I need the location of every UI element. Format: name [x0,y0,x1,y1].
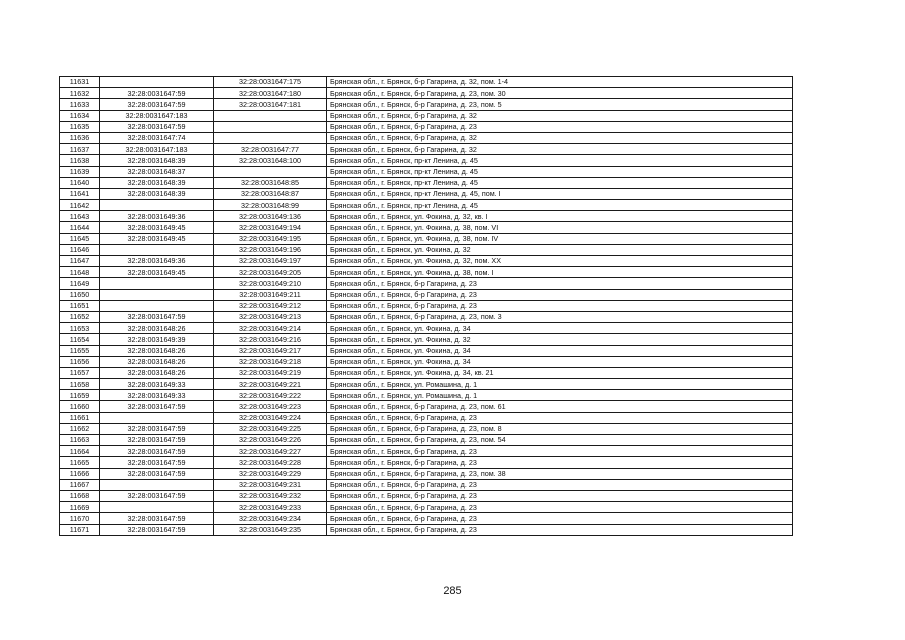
cadastral-number-cell: 32:28:0031649:211 [214,289,327,300]
table-row [60,244,793,255]
parent-cadastral-cell: 32:28:0031647:59 [100,435,214,446]
address-cell: Брянская обл., г. Брянск, б-р Гагарина, д. 32 [327,144,793,155]
table-row [60,479,793,490]
table-row [60,77,793,88]
table-row [60,88,793,99]
row-number-cell: 11671 [60,524,100,535]
table-row [60,367,793,378]
row-number-cell: 11644 [60,222,100,233]
cadastral-number-cell: 32:28:0031649:217 [214,345,327,356]
table-row [60,144,793,155]
row-number-cell: 11669 [60,502,100,513]
address-cell: Брянская обл., г. Брянск, ул. Фокина, д. 34 [327,356,793,367]
address-cell: Брянская обл., г. Брянск, ул. Ромашина, д. 1 [327,379,793,390]
parent-cadastral-cell [100,479,214,490]
address-cell: Брянская обл., г. Брянск, б-р Гагарина, д. 23 [327,278,793,289]
parent-cadastral-cell: 32:28:0031649:45 [100,222,214,233]
table-row [60,188,793,199]
cadastral-number-cell: 32:28:0031649:231 [214,479,327,490]
row-number-cell: 11654 [60,334,100,345]
address-cell: Брянская обл., г. Брянск, ул. Фокина, д. 34 [327,323,793,334]
parent-cadastral-cell: 32:28:0031647:59 [100,490,214,501]
table-row [60,323,793,334]
row-number-cell: 11646 [60,244,100,255]
parent-cadastral-cell: 32:28:0031649:36 [100,211,214,222]
table-row [60,457,793,468]
table-row [60,311,793,322]
cadastral-number-cell: 32:28:0031649:214 [214,323,327,334]
address-cell: Брянская обл., г. Брянск, б-р Гагарина, д. 23, пом. 54 [327,435,793,446]
table-row [60,200,793,211]
row-number-cell: 11633 [60,99,100,110]
address-cell: Брянская обл., г. Брянск, б-р Гагарина, д. 23 [327,289,793,300]
address-cell: Брянская обл., г. Брянск, пр-кт Ленина, д. 45 [327,177,793,188]
table-row [60,468,793,479]
parent-cadastral-cell: 32:28:0031647:183 [100,144,214,155]
cadastral-number-cell: 32:28:0031648:99 [214,200,327,211]
cadastral-number-cell: 32:28:0031649:228 [214,457,327,468]
cadastral-number-cell: 32:28:0031649:196 [214,244,327,255]
cadastral-number-cell: 32:28:0031649:229 [214,468,327,479]
cadastral-number-cell [214,110,327,121]
parent-cadastral-cell: 32:28:0031647:74 [100,132,214,143]
cadastral-number-cell: 32:28:0031649:205 [214,267,327,278]
table-row [60,356,793,367]
table-row [60,155,793,166]
cadastral-number-cell: 32:28:0031649:235 [214,524,327,535]
cadastral-number-cell: 32:28:0031649:223 [214,401,327,412]
address-cell: Брянская обл., г. Брянск, б-р Гагарина, д. 23, пом. 5 [327,99,793,110]
address-cell: Брянская обл., г. Брянск, б-р Гагарина, д. 23, пом. 8 [327,423,793,434]
row-number-cell: 11639 [60,166,100,177]
cadastral-number-cell: 32:28:0031649:234 [214,513,327,524]
cadastral-number-cell: 32:28:0031649:194 [214,222,327,233]
registry-table-body [60,77,793,536]
page-number: 285 [443,585,462,597]
address-cell: Брянская обл., г. Брянск, пр-кт Ленина, д. 45, пом. I [327,188,793,199]
parent-cadastral-cell [100,278,214,289]
parent-cadastral-cell: 32:28:0031647:183 [100,110,214,121]
table-row [60,222,793,233]
row-number-cell: 11666 [60,468,100,479]
parent-cadastral-cell [100,200,214,211]
row-number-cell: 11635 [60,121,100,132]
table-row [60,390,793,401]
address-cell: Брянская обл., г. Брянск, б-р Гагарина, д. 32 [327,110,793,121]
parent-cadastral-cell: 32:28:0031649:45 [100,267,214,278]
address-cell: Брянская обл., г. Брянск, б-р Гагарина, д. 23 [327,446,793,457]
address-cell: Брянская обл., г. Брянск, ул. Ромашина, д. 1 [327,390,793,401]
table-row [60,401,793,412]
address-cell: Брянская обл., г. Брянск, б-р Гагарина, д. 23, пом. 30 [327,88,793,99]
row-number-cell: 11648 [60,267,100,278]
cadastral-number-cell: 32:28:0031647:175 [214,77,327,88]
cadastral-number-cell [214,166,327,177]
row-number-cell: 11656 [60,356,100,367]
cadastral-number-cell: 32:28:0031649:195 [214,233,327,244]
table-row [60,233,793,244]
parent-cadastral-cell: 32:28:0031647:59 [100,121,214,132]
row-number-cell: 11658 [60,379,100,390]
address-cell: Брянская обл., г. Брянск, ул. Фокина, д. 32 [327,334,793,345]
table-row [60,423,793,434]
parent-cadastral-cell: 32:28:0031648:39 [100,188,214,199]
address-cell: Брянская обл., г. Брянск, ул. Фокина, д. 34, кв. 21 [327,367,793,378]
address-cell: Брянская обл., г. Брянск, ул. Фокина, д. 34 [327,345,793,356]
row-number-cell: 11661 [60,412,100,423]
row-number-cell: 11655 [60,345,100,356]
table-row [60,99,793,110]
address-cell: Брянская обл., г. Брянск, б-р Гагарина, д. 23 [327,502,793,513]
parent-cadastral-cell: 32:28:0031647:59 [100,311,214,322]
address-cell: Брянская обл., г. Брянск, ул. Фокина, д. 38, пом. I [327,267,793,278]
table-row [60,334,793,345]
table-row [60,289,793,300]
parent-cadastral-cell: 32:28:0031649:45 [100,233,214,244]
parent-cadastral-cell: 32:28:0031648:26 [100,356,214,367]
parent-cadastral-cell: 32:28:0031648:26 [100,345,214,356]
table-row [60,110,793,121]
address-cell: Брянская обл., г. Брянск, ул. Фокина, д. 38, пом. VI [327,222,793,233]
cadastral-number-cell: 32:28:0031649:224 [214,412,327,423]
table-row [60,524,793,535]
address-cell: Брянская обл., г. Брянск, пр-кт Ленина, д. 45 [327,155,793,166]
table-row [60,121,793,132]
address-cell: Брянская обл., г. Брянск, ул. Фокина, д. 32 [327,244,793,255]
address-cell: Брянская обл., г. Брянск, пр-кт Ленина, д. 45 [327,200,793,211]
parent-cadastral-cell: 32:28:0031649:33 [100,379,214,390]
row-number-cell: 11652 [60,311,100,322]
table-row [60,177,793,188]
cadastral-number-cell: 32:28:0031647:77 [214,144,327,155]
parent-cadastral-cell: 32:28:0031647:59 [100,99,214,110]
row-number-cell: 11667 [60,479,100,490]
address-cell: Брянская обл., г. Брянск, б-р Гагарина, д. 23 [327,479,793,490]
parent-cadastral-cell [100,300,214,311]
row-number-cell: 11642 [60,200,100,211]
table-row [60,435,793,446]
cadastral-number-cell: 32:28:0031648:100 [214,155,327,166]
parent-cadastral-cell [100,77,214,88]
row-number-cell: 11631 [60,77,100,88]
cadastral-number-cell: 32:28:0031649:222 [214,390,327,401]
address-cell: Брянская обл., г. Брянск, б-р Гагарина, д. 23 [327,412,793,423]
row-number-cell: 11647 [60,256,100,267]
row-number-cell: 11636 [60,132,100,143]
parent-cadastral-cell [100,502,214,513]
table-row [60,446,793,457]
cadastral-number-cell: 32:28:0031649:233 [214,502,327,513]
address-cell: Брянская обл., г. Брянск, б-р Гагарина, д. 32 [327,132,793,143]
table-row [60,490,793,501]
address-cell: Брянская обл., г. Брянск, б-р Гагарина, д. 23 [327,300,793,311]
table-row [60,166,793,177]
row-number-cell: 11650 [60,289,100,300]
address-cell: Брянская обл., г. Брянск, б-р Гагарина, д. 23, пом. 3 [327,311,793,322]
parent-cadastral-cell [100,244,214,255]
parent-cadastral-cell: 32:28:0031648:39 [100,155,214,166]
row-number-cell: 11643 [60,211,100,222]
cadastral-number-cell [214,121,327,132]
row-number-cell: 11640 [60,177,100,188]
parent-cadastral-cell [100,289,214,300]
parent-cadastral-cell: 32:28:0031647:59 [100,423,214,434]
row-number-cell: 11645 [60,233,100,244]
table-row [60,278,793,289]
row-number-cell: 11653 [60,323,100,334]
table-row [60,132,793,143]
cadastral-number-cell [214,132,327,143]
row-number-cell: 11651 [60,300,100,311]
row-number-cell: 11632 [60,88,100,99]
row-number-cell: 11659 [60,390,100,401]
address-cell: Брянская обл., г. Брянск, б-р Гагарина, д. 23 [327,457,793,468]
address-cell: Брянская обл., г. Брянск, б-р Гагарина, д. 23 [327,513,793,524]
parent-cadastral-cell: 32:28:0031647:59 [100,513,214,524]
row-number-cell: 11660 [60,401,100,412]
parent-cadastral-cell: 32:28:0031647:59 [100,88,214,99]
row-number-cell: 11657 [60,367,100,378]
row-number-cell: 11638 [60,155,100,166]
cadastral-number-cell: 32:28:0031647:180 [214,88,327,99]
cadastral-number-cell: 32:28:0031649:213 [214,311,327,322]
cadastral-number-cell: 32:28:0031648:87 [214,188,327,199]
address-cell: Брянская обл., г. Брянск, б-р Гагарина, д. 23, пом. 61 [327,401,793,412]
table-row [60,256,793,267]
registry-table [59,76,793,536]
parent-cadastral-cell: 32:28:0031648:37 [100,166,214,177]
parent-cadastral-cell: 32:28:0031647:59 [100,401,214,412]
address-cell: Брянская обл., г. Брянск, пр-кт Ленина, д. 45 [327,166,793,177]
cadastral-number-cell: 32:28:0031649:218 [214,356,327,367]
table-row [60,379,793,390]
cadastral-number-cell: 32:28:0031649:216 [214,334,327,345]
cadastral-number-cell: 32:28:0031649:136 [214,211,327,222]
table-row [60,211,793,222]
cadastral-number-cell: 32:28:0031649:227 [214,446,327,457]
row-number-cell: 11668 [60,490,100,501]
cadastral-number-cell: 32:28:0031649:219 [214,367,327,378]
address-cell: Брянская обл., г. Брянск, б-р Гагарина, д. 23 [327,524,793,535]
table-row [60,513,793,524]
cadastral-number-cell: 32:28:0031647:181 [214,99,327,110]
parent-cadastral-cell: 32:28:0031647:59 [100,524,214,535]
parent-cadastral-cell: 32:28:0031647:59 [100,457,214,468]
parent-cadastral-cell: 32:28:0031647:59 [100,446,214,457]
table-row [60,300,793,311]
cadastral-number-cell: 32:28:0031649:197 [214,256,327,267]
parent-cadastral-cell: 32:28:0031649:33 [100,390,214,401]
row-number-cell: 11670 [60,513,100,524]
cadastral-number-cell: 32:28:0031649:225 [214,423,327,434]
table-row [60,502,793,513]
address-cell: Брянская обл., г. Брянск, б-р Гагарина, д. 32, пом. 1-4 [327,77,793,88]
address-cell: Брянская обл., г. Брянск, ул. Фокина, д. 38, пом. IV [327,233,793,244]
row-number-cell: 11663 [60,435,100,446]
cadastral-number-cell: 32:28:0031648:85 [214,177,327,188]
address-cell: Брянская обл., г. Брянск, б-р Гагарина, д. 23 [327,121,793,132]
table-row [60,412,793,423]
parent-cadastral-cell [100,412,214,423]
parent-cadastral-cell: 32:28:0031649:36 [100,256,214,267]
cadastral-number-cell: 32:28:0031649:212 [214,300,327,311]
row-number-cell: 11649 [60,278,100,289]
row-number-cell: 11634 [60,110,100,121]
row-number-cell: 11641 [60,188,100,199]
address-cell: Брянская обл., г. Брянск, б-р Гагарина, д. 23, пом. 38 [327,468,793,479]
table-row [60,267,793,278]
parent-cadastral-cell: 32:28:0031648:26 [100,323,214,334]
row-number-cell: 11637 [60,144,100,155]
row-number-cell: 11662 [60,423,100,434]
parent-cadastral-cell: 32:28:0031647:59 [100,468,214,479]
address-cell: Брянская обл., г. Брянск, ул. Фокина, д. 32, пом. XX [327,256,793,267]
parent-cadastral-cell: 32:28:0031648:26 [100,367,214,378]
cadastral-number-cell: 32:28:0031649:232 [214,490,327,501]
row-number-cell: 11665 [60,457,100,468]
table-row [60,345,793,356]
cadastral-number-cell: 32:28:0031649:221 [214,379,327,390]
cadastral-number-cell: 32:28:0031649:210 [214,278,327,289]
address-cell: Брянская обл., г. Брянск, б-р Гагарина, д. 23 [327,490,793,501]
parent-cadastral-cell: 32:28:0031648:39 [100,177,214,188]
row-number-cell: 11664 [60,446,100,457]
cadastral-number-cell: 32:28:0031649:226 [214,435,327,446]
parent-cadastral-cell: 32:28:0031649:39 [100,334,214,345]
address-cell: Брянская обл., г. Брянск, ул. Фокина, д. 32, кв. I [327,211,793,222]
